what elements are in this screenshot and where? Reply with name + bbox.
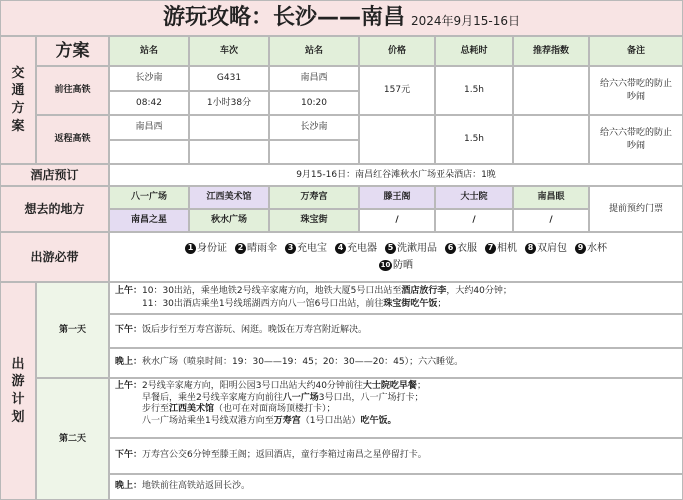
return-to: 长沙南: [269, 115, 359, 140]
itinerary-label-char: 游: [11, 374, 25, 390]
day2-morning-text: （也可在对面商场顶楼打卡）；: [214, 404, 336, 415]
day2-label: 第二天: [36, 378, 109, 500]
places-label: 想去的地方: [0, 186, 109, 232]
title-bar: [0, 0, 683, 36]
packing-item-text: 水杯: [587, 242, 607, 254]
number-badge-icon: 6: [445, 243, 456, 254]
outbound-dep-time: 08:42: [109, 91, 189, 115]
place-bayi-square: 八一广场: [109, 186, 189, 209]
outbound-to: 南昌西: [269, 66, 359, 91]
packing-item-text: 防晒: [393, 260, 413, 271]
transport-label-char: 通: [11, 83, 25, 99]
place-nanchang-eye: 南昌眼: [513, 186, 589, 209]
return-cell: [109, 140, 189, 164]
packing-item: [525, 242, 567, 256]
return-train: [189, 115, 269, 140]
day1-morning-text: 10：30出站，乘坐地铁2号线辛家庵方向，地铁大厦5号口出站至: [142, 286, 402, 296]
place-nanchang-star: 南昌之星: [109, 209, 189, 232]
return-price: [359, 115, 435, 164]
packing-item-text: 洗漱用品: [397, 242, 437, 254]
day1-afternoon-label: 下午：: [115, 325, 143, 336]
packing-item-text: 衣服: [457, 242, 477, 254]
outbound-rating: [513, 66, 589, 115]
place-wanshou-palace: 万寿宫: [269, 186, 359, 209]
packing-row: [181, 242, 611, 256]
transport-label-char: 方: [11, 101, 25, 116]
day2-morning: [109, 378, 683, 438]
day2-morning-text: 八一广场站乘坐1号线双港方向至: [142, 416, 274, 427]
place-art-museum: 江西美术馆: [189, 186, 269, 209]
hotel-text: 9月15-16日：南昌红谷滩秋水广场亚朵酒店：1晚: [109, 164, 683, 186]
day2-afternoon-text: 万寿宫公交6分钟至滕王阁；返回酒店，童行李箱过南昌之星停留打卡。: [142, 450, 427, 461]
day2-evening-label: 晚上：: [115, 481, 143, 492]
return-total: 1.5h: [435, 115, 513, 164]
header-note: 备注: [589, 36, 683, 66]
number-badge-icon: 9: [575, 243, 586, 254]
return-label: 返程高铁: [36, 115, 109, 164]
itinerary-label-char: 计: [11, 392, 25, 407]
number-badge-icon: 4: [335, 243, 346, 254]
packing-item-text: 充电宝: [297, 242, 327, 254]
day2-morning-highlight: 吃午饭。: [360, 416, 397, 427]
number-badge-icon: 1: [185, 243, 196, 254]
place-qiushui-square: 秋水广场: [189, 209, 269, 232]
day1-label: 第一天: [36, 282, 109, 378]
packing-list: [109, 232, 683, 282]
day2-morning-text: 步行至: [142, 404, 170, 415]
day1-morning-text: ；: [437, 299, 447, 310]
day2-morning-highlight: 大士院吃早餐: [362, 381, 417, 391]
place-empty: /: [435, 209, 513, 232]
packing-item: [285, 242, 327, 256]
packing-item: [485, 242, 517, 256]
day2-morning-highlight: 万寿宫: [273, 416, 301, 427]
number-badge-icon: 10: [379, 260, 392, 271]
header-rating: 推荐指数: [513, 36, 589, 66]
day1-morning: [109, 282, 683, 314]
title-date: 2024年9月15-16日: [410, 13, 521, 28]
day2-morning-text: ；: [416, 381, 426, 391]
day2-morning-text: （1号口出站）: [300, 416, 361, 427]
packing-item: [575, 242, 607, 256]
packing-item-text: 身份证: [197, 242, 227, 254]
return-cell: [269, 140, 359, 164]
number-badge-icon: 8: [525, 243, 536, 254]
header-duration: 总耗时: [435, 36, 513, 66]
outbound-duration-text: 1小时38分: [189, 91, 269, 115]
day2-morning-text: 早餐后，乘坐2号线辛家庵方向前往: [142, 392, 283, 403]
outbound-note: 给六六带吃的防止吵闹: [589, 66, 683, 115]
packing-item-text: 相机: [497, 242, 517, 254]
packing-item: [379, 259, 413, 273]
day1-evening-label: 晚上：: [115, 357, 143, 368]
return-rating: [513, 115, 589, 164]
outbound-train: G431: [189, 66, 269, 91]
day2-evening: [109, 474, 683, 500]
outbound-total: 1.5h: [435, 66, 513, 115]
transport-label-char: 案: [11, 118, 25, 134]
number-badge-icon: 7: [485, 243, 496, 254]
transport-section-label: [0, 36, 36, 164]
number-badge-icon: 5: [385, 243, 396, 254]
outbound-from: 长沙南: [109, 66, 189, 91]
day2-morning-label: 上午：: [115, 381, 143, 391]
day1-morning-highlight: 酒店放行李: [401, 286, 447, 296]
day1-morning-text: 11：30出酒店乘坐1号线瑶湖西方向八一馆6号口出站，前往: [142, 299, 384, 310]
header-station1: 站名: [109, 36, 189, 66]
day1-morning-text: ，大约40分钟；: [446, 286, 512, 296]
day1-afternoon: [109, 314, 683, 348]
day1-evening: [109, 348, 683, 378]
day2-morning-text: 3号口出，八一广场打卡；: [318, 392, 424, 403]
packing-item: [335, 242, 377, 256]
number-badge-icon: 3: [285, 243, 296, 254]
packing-item: [235, 242, 277, 256]
day1-morning-label: 上午：: [115, 286, 143, 296]
places-note: 提前预约门票: [589, 186, 683, 232]
packing-item: [445, 242, 477, 256]
day1-morning-highlight: 珠宝街吃午饭: [383, 299, 438, 310]
day2-morning-highlight: 江西美术馆: [169, 404, 215, 415]
packing-item-text: 晴雨伞: [247, 242, 277, 254]
day2-morning-text: 2号线辛家庵方向，阳明公园3号口出站大约40分钟前往: [142, 381, 363, 391]
place-jewelry-street: 珠宝街: [269, 209, 359, 232]
day1-afternoon-text: 饭后步行至万寿宫游玩、闲逛。晚饭在万寿宫附近解决。: [142, 325, 368, 336]
header-train: 车次: [189, 36, 269, 66]
place-empty: /: [359, 209, 435, 232]
outbound-label: 前往高铁: [36, 66, 109, 115]
title-main: 游玩攻略：长沙——南昌: [162, 5, 405, 31]
header-price: 价格: [359, 36, 435, 66]
packing-row: [375, 259, 417, 273]
place-empty: /: [513, 209, 589, 232]
number-badge-icon: 2: [235, 243, 246, 254]
itinerary-label-char: 划: [11, 409, 25, 425]
transport-label-char: 交: [11, 65, 25, 81]
header-plan: 方案: [36, 36, 109, 66]
day1-evening-text: 秋水广场（喷泉时间：19：30——19：45；20：30——20：45）；六六睡觉。: [142, 357, 464, 368]
day2-afternoon: [109, 438, 683, 474]
return-note: 给六六带吃的防止吵闹: [589, 115, 683, 164]
packing-label: 出游必带: [0, 232, 109, 282]
packing-item: [385, 242, 437, 256]
day2-afternoon-label: 下午：: [115, 450, 143, 461]
return-cell: [189, 140, 269, 164]
packing-item: [185, 242, 227, 256]
return-from: 南昌西: [109, 115, 189, 140]
outbound-arr-time: 10:20: [269, 91, 359, 115]
day2-evening-text: 地铁前往高铁站返回长沙。: [142, 481, 251, 492]
itinerary-label-char: 出: [11, 356, 25, 372]
outbound-price: 157元: [359, 66, 435, 115]
hotel-label: 酒店预订: [0, 164, 109, 186]
itinerary-section-label: [0, 282, 36, 500]
place-tengwang-pavilion: 滕王阁: [359, 186, 435, 209]
packing-item-text: 充电器: [347, 242, 377, 254]
place-dashi-yuan: 大士院: [435, 186, 513, 209]
header-station2: 站名: [269, 36, 359, 66]
day2-morning-highlight: 八一广场: [282, 392, 319, 403]
packing-item-text: 双肩包: [537, 242, 567, 254]
